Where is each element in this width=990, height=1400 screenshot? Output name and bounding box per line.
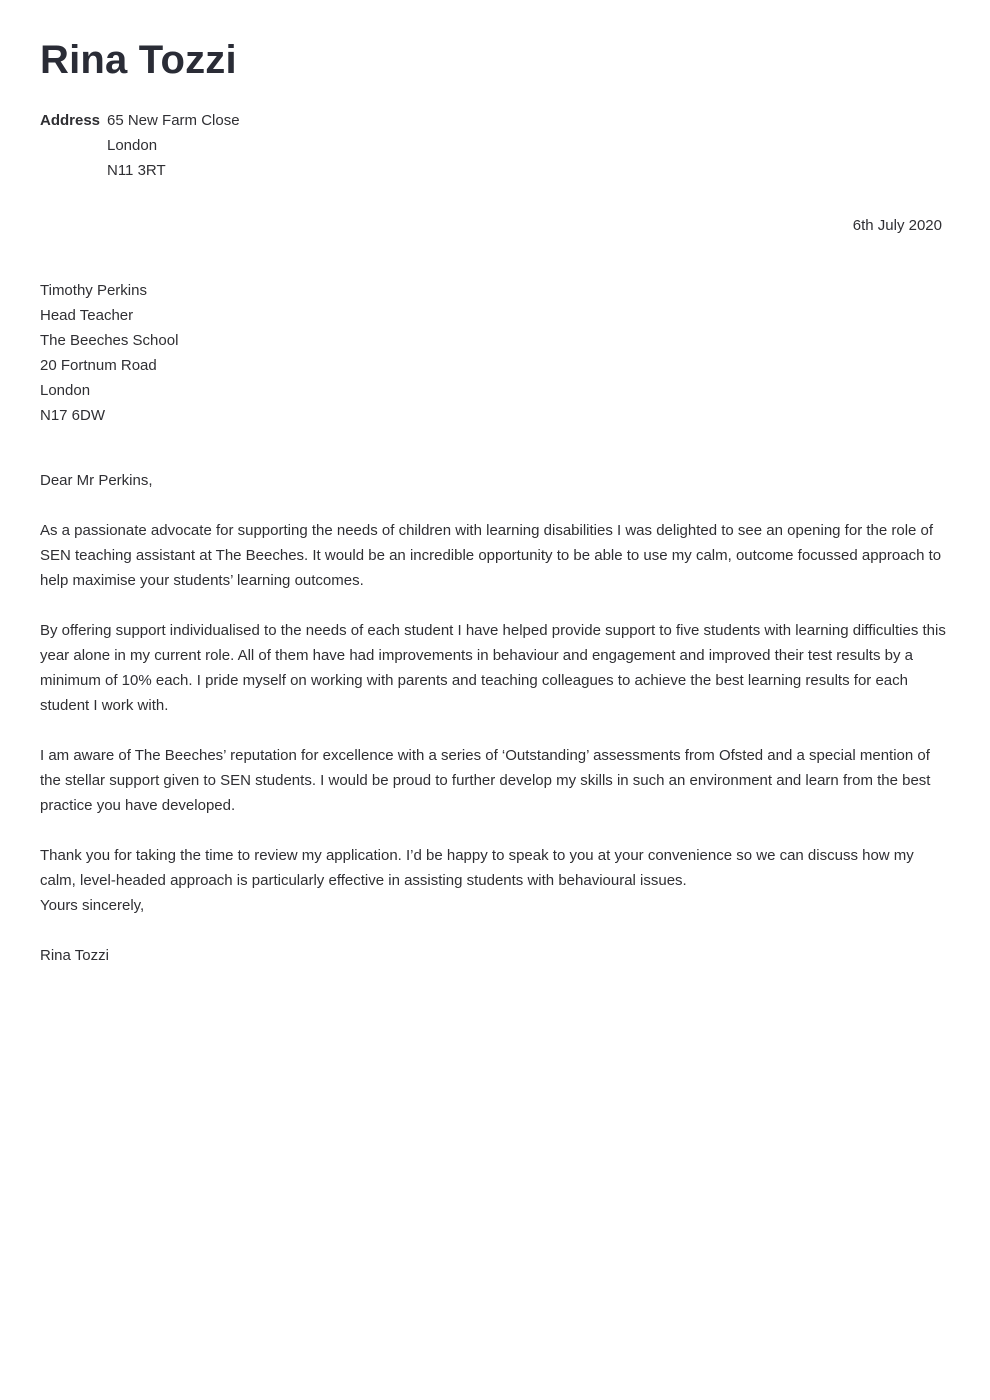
letter-date: 6th July 2020 [852,217,942,234]
body-paragraph: As a passionate advocate for supporting the needs of children with learning disabilities I was delighted to see an opening for the role of SEN teaching assistant at The Beeches. It would be an incredible opportunity to be able to use my calm, outcome focussed approach to help maximise your students’ learning outcomes. [40,522,942,589]
recipient-postcode: N17 6DW [40,407,106,424]
signature-name: Rina Tozzi [40,947,109,964]
recipient-city: London [40,382,91,399]
address-label: Address [40,112,101,129]
body-paragraph: By offering support individualised to the needs of each student I have helped provide support to five students with learning difficulties this year alone in my current role. All of them have had improvements in behaviour and engagement and improved their test results by a minimum of 10% each. I pride myself on working with parents and teaching colleagues to achieve the best learning results for each student I work with. [40,622,946,714]
applicant-name: Rina Tozzi [40,38,237,82]
recipient-organization: The Beeches School [40,332,179,349]
recipient-address [40,278,178,428]
salutation: Dear Mr Perkins, [40,472,153,489]
body-paragraph: I am aware of The Beeches’ reputation for excellence with a series of ‘Outstanding’ assessments from Ofsted and a special mention of the stellar support given to SEN students. I would be proud to further develop my skills in such an environment and learn from the best practice you have developed. [40,747,931,814]
sender-address [40,108,240,183]
address-line: London [107,137,158,154]
body-paragraph: Thank you for taking the time to review my application. I’d be happy to speak to you at your convenience so we can discuss how my calm, level-headed approach is particularly effective in assisting students with behavioural issues. [40,847,914,889]
address-line: N11 3RT [107,162,166,179]
closing: Yours sincerely, [40,897,145,914]
address-lines [107,108,240,183]
recipient-street: 20 Fortnum Road [40,357,157,374]
recipient-title: Head Teacher [40,307,134,324]
address-line: 65 New Farm Close [107,112,240,129]
recipient-name: Timothy Perkins [40,282,147,299]
